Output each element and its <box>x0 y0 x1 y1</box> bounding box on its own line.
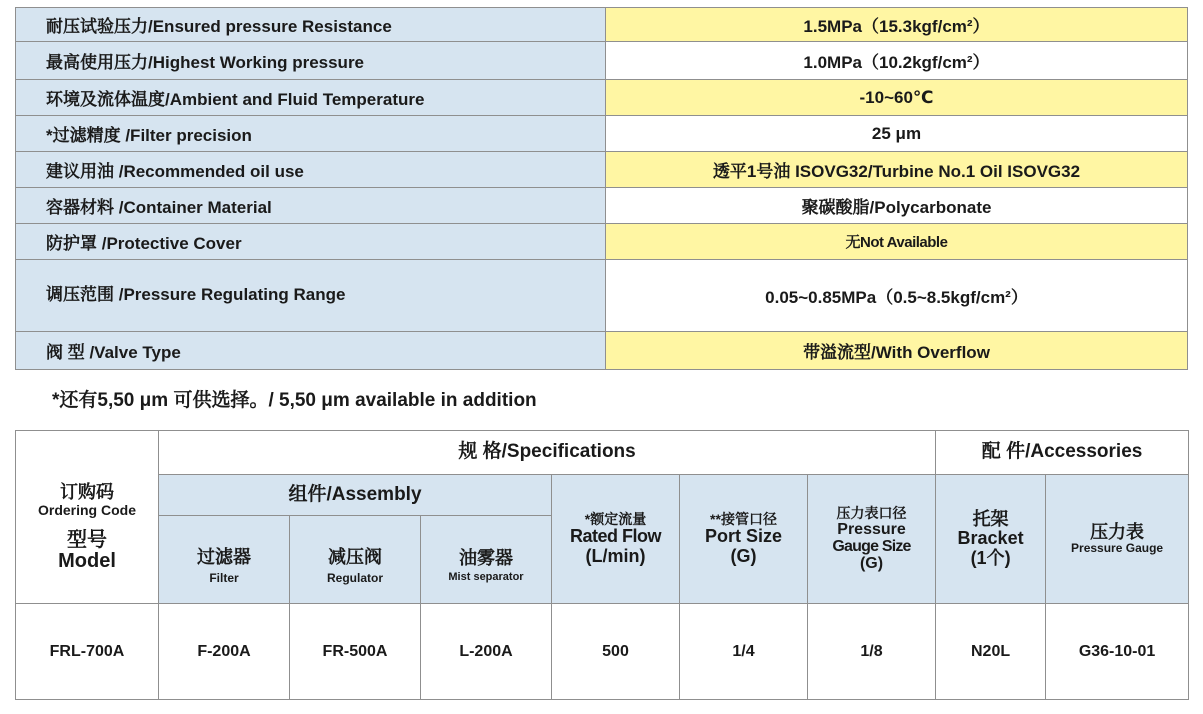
spec-label: 防护罩 /Protective Cover <box>16 224 606 260</box>
spec-value: 1.5MPa（15.3kgf/cm²） <box>606 8 1188 42</box>
filter-cn: 过滤器 <box>197 547 251 568</box>
spec-row-working-pressure <box>16 42 1188 80</box>
spec-table <box>15 7 1188 370</box>
model-cn: 型号 <box>67 528 107 551</box>
rated-flow-en: Rated Flow <box>569 526 661 547</box>
specifications-header: 规 格/Specifications <box>159 431 936 475</box>
gauge-size-en1: Pressure <box>837 520 906 538</box>
spec-label: *过滤精度 /Filter precision <box>16 116 606 152</box>
cell-filter: F-200A <box>159 604 290 700</box>
mist-separator-header <box>421 516 552 604</box>
rated-flow-header <box>552 475 680 604</box>
bracket-en: Bracket <box>957 528 1024 549</box>
spec-value: 带溢流型/With Overflow <box>606 332 1188 370</box>
pressure-gauge-en: Pressure Gauge <box>1071 541 1164 556</box>
spec-row-protective-cover <box>16 224 1188 260</box>
gauge-size-unit: (G) <box>859 555 884 573</box>
spec-row-filter-precision <box>16 116 1188 152</box>
spec-value: 25 μm <box>606 116 1188 152</box>
ordering-code-en: Ordering Code <box>37 501 136 518</box>
port-size-en: Port Size <box>704 526 783 547</box>
spec-value: 透平1号油 ISOVG32/Turbine No.1 Oil ISOVG32 <box>606 152 1188 188</box>
ordering-code-header <box>16 431 159 604</box>
spec-label: 调压范围 /Pressure Regulating Range <box>16 260 606 332</box>
spec-label: 阀 型 /Valve Type <box>16 332 606 370</box>
regulator-en: Regulator <box>326 570 383 585</box>
cell-regulator: FR-500A <box>290 604 421 700</box>
header-row-1 <box>16 431 1189 475</box>
cell-pressure-gauge: G36-10-01 <box>1046 604 1189 700</box>
port-size-header <box>680 475 808 604</box>
regulator-header <box>290 516 421 604</box>
cell-port-size: 1/4 <box>680 604 808 700</box>
gauge-size-cn: 压力表口径 <box>836 504 907 521</box>
spec-value: 1.0MPa（10.2kgf/cm²） <box>606 42 1188 80</box>
spec-row-valve-type <box>16 332 1188 370</box>
port-size-unit: (G) <box>730 545 757 566</box>
mist-separator-en: Mist separator <box>448 571 524 584</box>
spec-label: 最高使用压力/Highest Working pressure <box>16 42 606 80</box>
spec-value: 无Not Available <box>606 224 1188 260</box>
cell-bracket: N20L <box>936 604 1046 700</box>
spec-row-temperature <box>16 80 1188 116</box>
filter-header <box>159 516 290 604</box>
rated-flow-unit: (L/min) <box>585 545 646 566</box>
spec-row-container-material <box>16 188 1188 224</box>
rated-flow-cn: *额定流量 <box>584 511 647 527</box>
pressure-gauge-cn: 压力表 <box>1090 521 1145 542</box>
spec-label: 耐压试验压力/Ensured pressure Resistance <box>16 8 606 42</box>
port-size-cn: **接管口径 <box>710 511 777 527</box>
regulator-cn: 减压阀 <box>328 547 382 568</box>
spec-value: 聚碳酸脂/Polycarbonate <box>606 188 1188 224</box>
model-en: Model <box>58 550 116 573</box>
cell-gauge-size: 1/8 <box>808 604 936 700</box>
accessories-header: 配 件/Accessories <box>936 431 1189 475</box>
spec-row-pressure-resistance <box>16 8 1188 42</box>
ordering-table <box>15 430 1189 700</box>
filter-en: Filter <box>209 570 239 585</box>
mist-separator-cn: 油雾器 <box>459 547 513 568</box>
spec-label: 环境及流体温度/Ambient and Fluid Temperature <box>16 80 606 116</box>
table-row <box>16 604 1189 700</box>
ordering-code-cn: 订购码 <box>60 482 114 503</box>
spec-row-regulating-range <box>16 260 1188 332</box>
spec-value: -10~60℃ <box>606 80 1188 116</box>
spec-value: 0.05~0.85MPa（0.5~8.5kgf/cm²） <box>606 260 1188 332</box>
spec-label: 建议用油 /Recommended oil use <box>16 152 606 188</box>
filter-note: *还有5,50 μm 可供选择。/ 5,50 μm available in addition <box>52 390 537 411</box>
bracket-header <box>936 475 1046 604</box>
pressure-gauge-header <box>1046 475 1189 604</box>
assembly-header: 组件/Assembly <box>159 475 552 516</box>
header-row-2 <box>16 475 1189 516</box>
cell-model: FRL-700A <box>16 604 159 700</box>
bracket-cn: 托架 <box>972 508 1009 529</box>
cell-rated-flow: 500 <box>552 604 680 700</box>
spec-row-oil <box>16 152 1188 188</box>
cell-mist-separator: L-200A <box>421 604 552 700</box>
spec-label: 容器材料 /Container Material <box>16 188 606 224</box>
bracket-qty: (1个) <box>970 547 1011 568</box>
gauge-size-en2: Gauge Size <box>832 537 911 555</box>
gauge-size-header <box>808 475 936 604</box>
